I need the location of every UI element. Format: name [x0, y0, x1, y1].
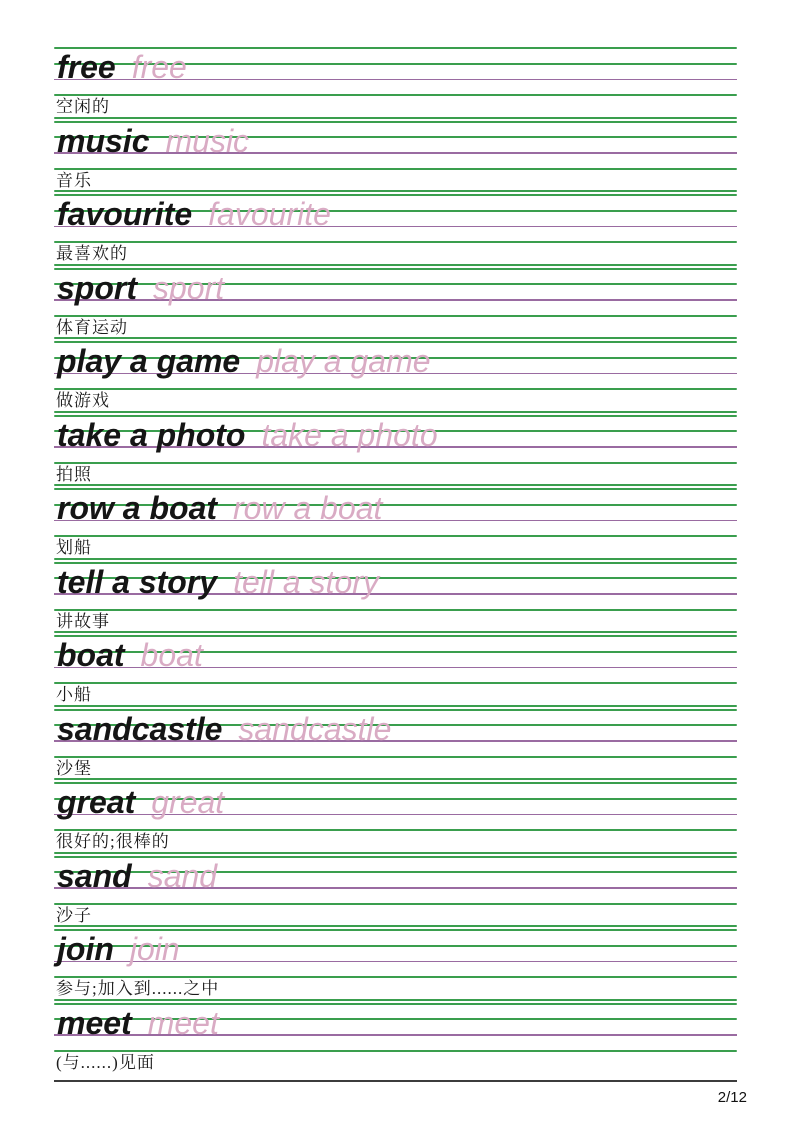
vocab-entry [54, 856, 737, 930]
meaning-underline [54, 558, 737, 560]
vocab-entry [54, 1003, 737, 1077]
chinese-meaning: 音乐 [56, 170, 92, 190]
traced-word: sandcastle [238, 710, 392, 747]
guide-line-bottom [54, 241, 737, 243]
english-word: take a photo [57, 416, 246, 453]
chinese-meaning: 最喜欢的 [56, 244, 128, 263]
guide-line-bottom [54, 462, 737, 464]
chinese-meaning: 讲故事 [56, 611, 110, 631]
traced-word: tell a story [233, 563, 379, 600]
english-word: sand [57, 857, 132, 894]
vocab-entry [54, 268, 737, 342]
chinese-meaning: 小船 [56, 685, 92, 704]
traced-word: play a game [256, 343, 431, 379]
meaning-underline [54, 484, 737, 486]
vocab-entry [54, 121, 737, 195]
word-row [57, 47, 187, 87]
english-word: great [57, 784, 136, 820]
chinese-meaning: 划船 [56, 538, 92, 557]
meaning-underline [54, 705, 737, 707]
vocab-entry [54, 635, 737, 709]
english-word: join [57, 931, 114, 967]
word-row [57, 268, 224, 308]
meaning-underline [54, 337, 737, 339]
traced-word: sand [147, 857, 218, 894]
meaning-underline [54, 117, 737, 119]
guide-line-bottom [54, 609, 737, 611]
chinese-meaning: 参与;加入到......之中 [56, 979, 220, 998]
vocab-entry [54, 341, 737, 415]
traced-word: row a boat [233, 490, 383, 526]
vocab-list [54, 47, 737, 1076]
word-row [57, 709, 391, 749]
traced-word: take a photo [261, 416, 438, 453]
english-word: free [57, 49, 116, 85]
traced-word: great [151, 784, 225, 820]
english-word: sport [57, 269, 137, 306]
vocab-entry [54, 415, 737, 489]
english-word: row a boat [57, 490, 218, 526]
word-row [57, 856, 217, 896]
chinese-meaning: 很好的;很棒的 [56, 832, 170, 851]
vocab-entry [54, 47, 737, 121]
guide-line-bottom [54, 388, 737, 390]
chinese-meaning: 体育运动 [56, 317, 128, 337]
chinese-meaning: (与......)见面 [56, 1052, 155, 1072]
word-row [57, 415, 438, 455]
chinese-meaning: 沙子 [56, 905, 92, 925]
vocab-entry [54, 488, 737, 562]
vocab-entry [54, 782, 737, 856]
word-row [57, 635, 203, 675]
word-row [57, 341, 431, 381]
chinese-meaning: 空闲的 [56, 97, 110, 116]
meaning-underline [54, 631, 737, 633]
english-word: sandcastle [57, 710, 223, 747]
guide-line-bottom [54, 315, 737, 317]
chinese-meaning: 做游戏 [56, 391, 110, 410]
word-row [57, 929, 180, 969]
meaning-underline [54, 778, 737, 780]
meaning-underline [54, 190, 737, 192]
traced-word: boat [140, 637, 203, 673]
meaning-underline [54, 411, 737, 413]
vocab-entry [54, 929, 737, 1003]
english-word: music [57, 122, 150, 159]
traced-word: free [131, 49, 187, 85]
vocab-entry [54, 562, 737, 636]
word-row [57, 782, 224, 822]
traced-word: join [129, 931, 180, 967]
word-row [57, 121, 249, 161]
guide-line-bottom [54, 682, 737, 684]
meaning-underline [54, 925, 737, 927]
footer-divider [54, 1080, 737, 1082]
vocab-entry [54, 194, 737, 268]
word-row [57, 1003, 219, 1043]
traced-word: sport [153, 269, 225, 306]
english-word: meet [57, 1004, 132, 1041]
traced-word: music [165, 122, 250, 159]
page-number: 2/12 [717, 1089, 747, 1106]
traced-word: favourite [208, 196, 331, 232]
english-word: favourite [57, 196, 193, 232]
vocab-entry [54, 709, 737, 783]
word-row [57, 194, 331, 234]
english-word: tell a story [57, 563, 218, 600]
english-word: play a game [57, 343, 241, 379]
word-row [57, 488, 382, 528]
guide-line-bottom [54, 903, 737, 905]
guide-line-bottom [54, 1050, 737, 1052]
english-word: boat [57, 637, 125, 673]
guide-line-bottom [54, 756, 737, 758]
guide-line-bottom [54, 168, 737, 170]
guide-line-bottom [54, 535, 737, 537]
traced-word: meet [147, 1004, 219, 1041]
chinese-meaning: 拍照 [56, 464, 92, 484]
word-row [57, 562, 379, 602]
meaning-underline [54, 264, 737, 266]
chinese-meaning: 沙堡 [56, 758, 92, 778]
guide-line-bottom [54, 94, 737, 96]
